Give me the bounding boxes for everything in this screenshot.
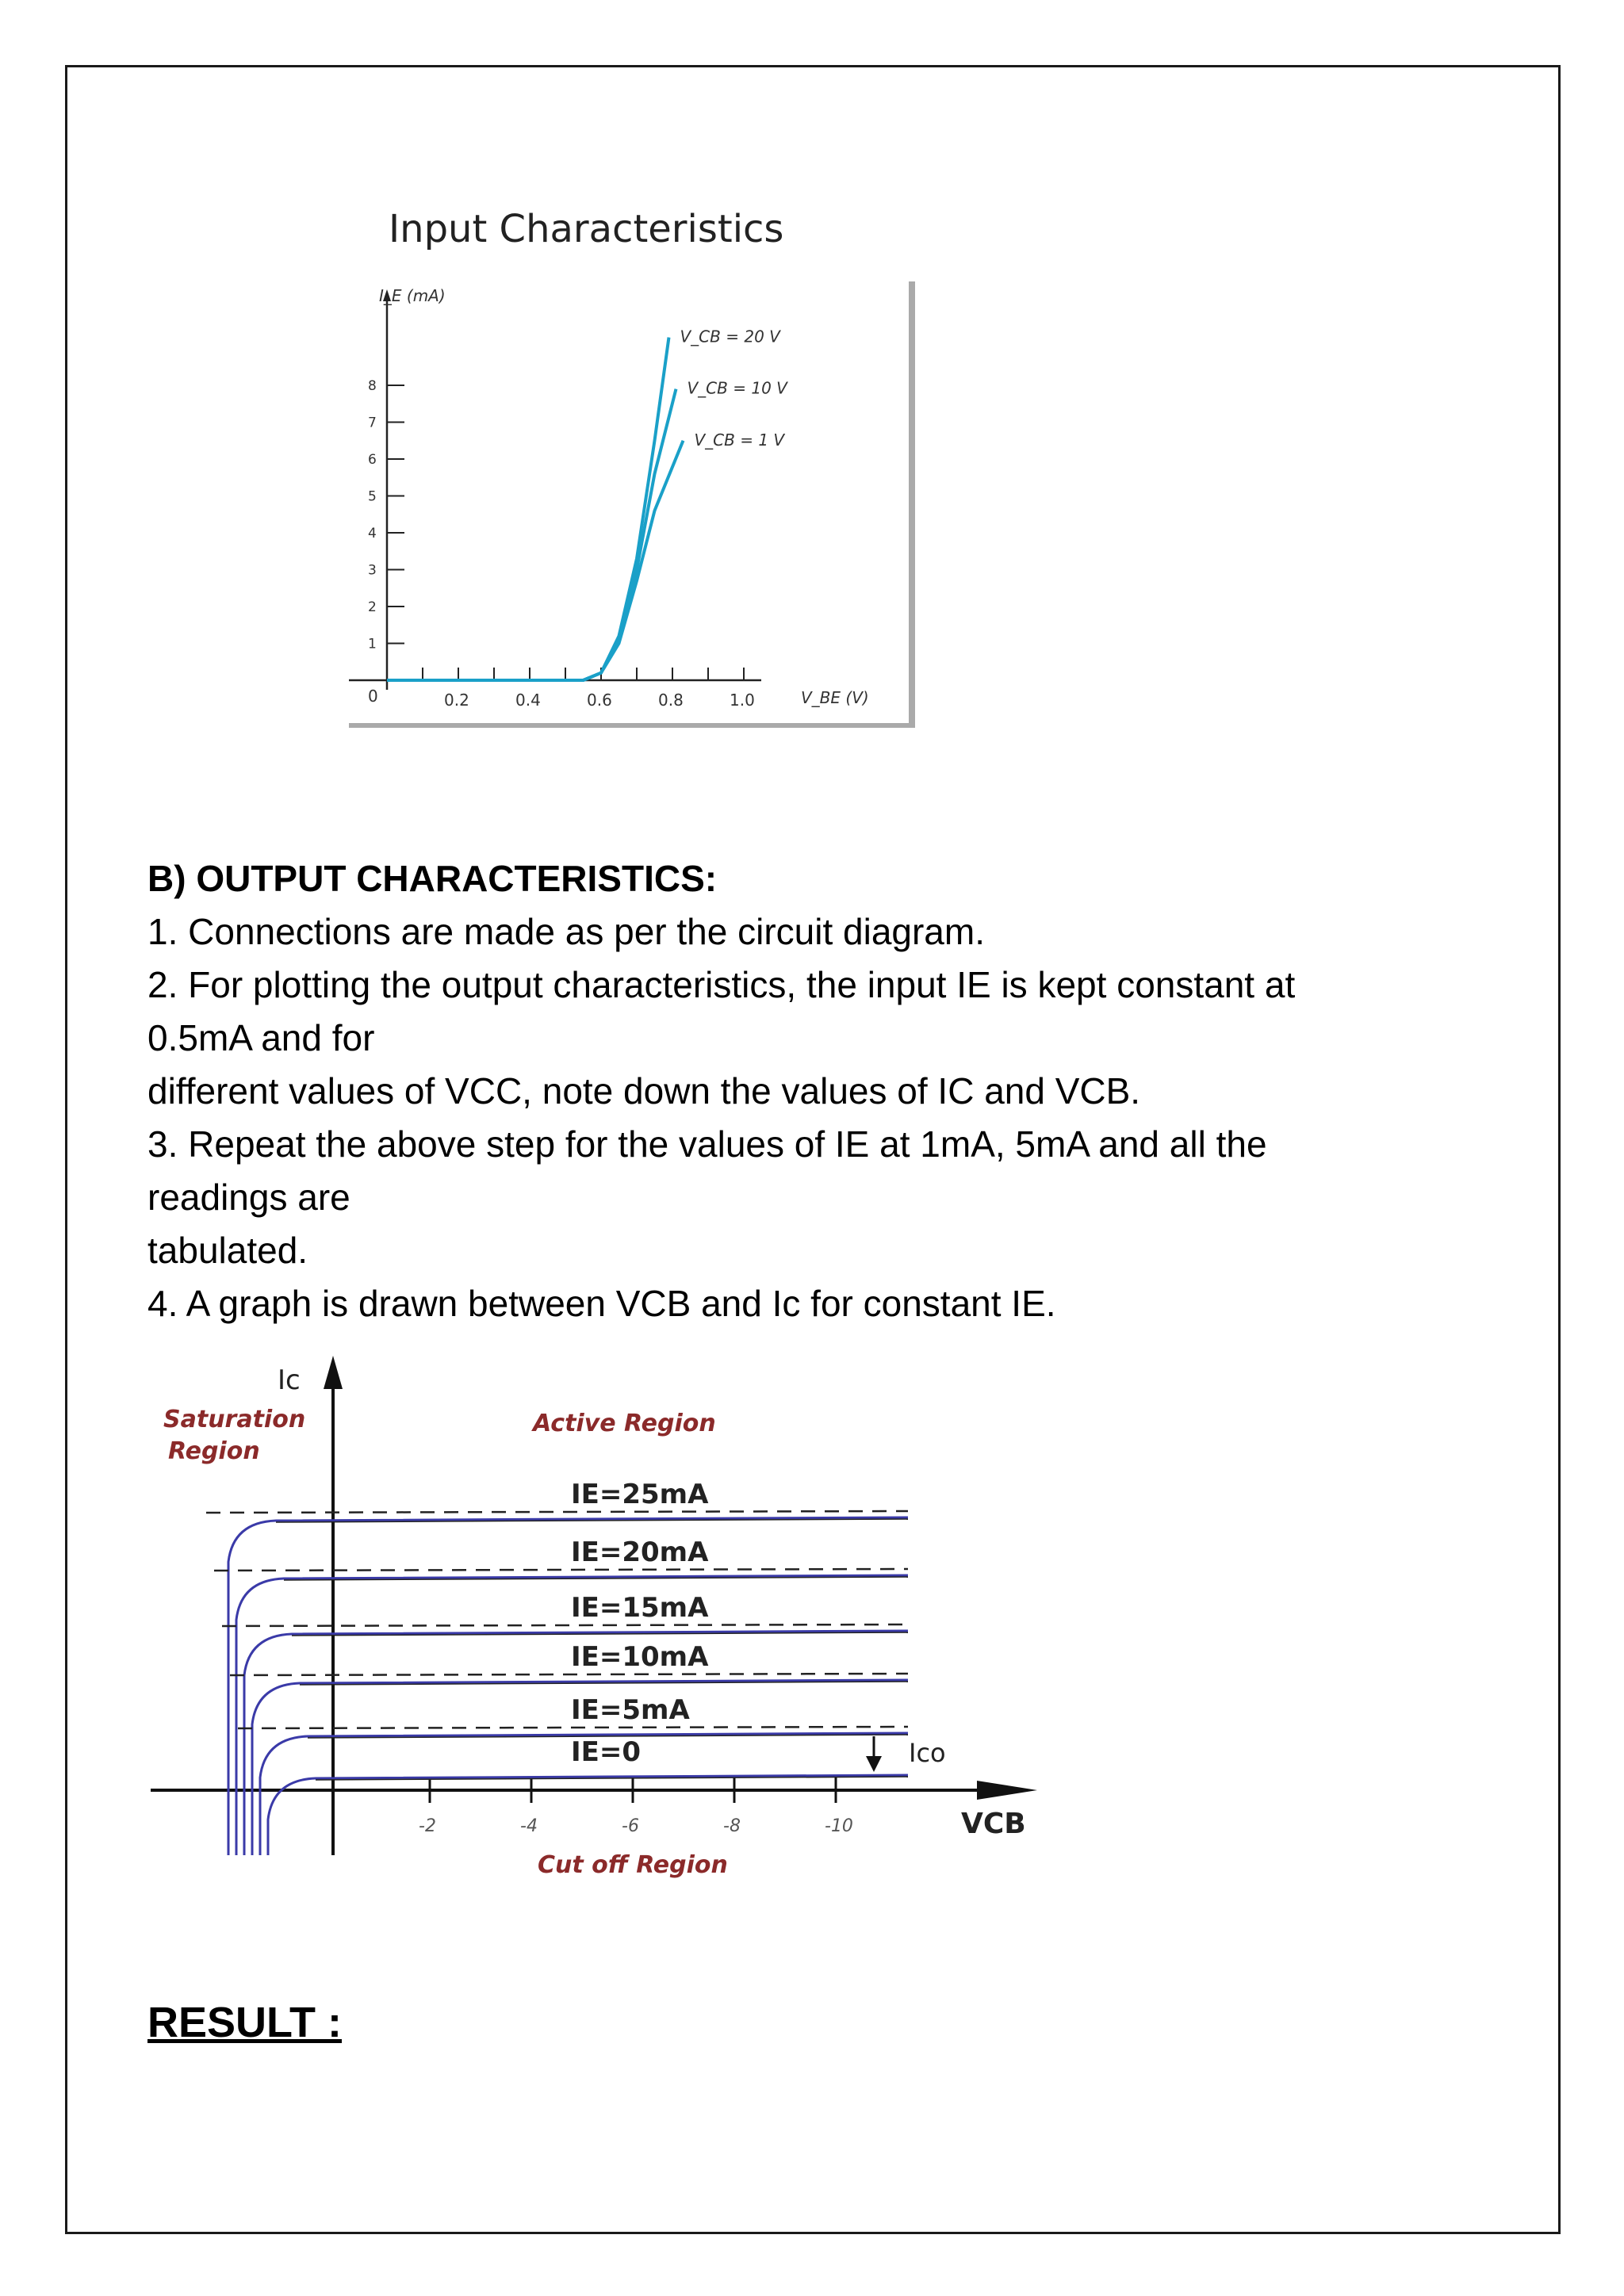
input-curve-label: V_CB = 20 V xyxy=(680,327,780,346)
output-dashed-line xyxy=(222,1624,908,1626)
instruction-line: 2. For plotting the output characteristics, the input IE is kept constant at xyxy=(147,964,1296,1005)
ico-label: Ico xyxy=(909,1738,946,1768)
input-curve-label: V_CB = 10 V xyxy=(687,378,787,398)
instruction-line: 3. Repeat the above step for the values of IE at 1mA, 5mA and all the xyxy=(147,1123,1267,1165)
input-origin-label: 0 xyxy=(368,687,378,706)
output-x-tick-label: -4 xyxy=(520,1816,538,1836)
output-dashed-line xyxy=(206,1511,908,1513)
input-chart-title: Input Characteristics xyxy=(389,207,784,251)
input-x-tick-label: 1.0 xyxy=(730,691,755,710)
output-curve xyxy=(268,1775,908,1855)
output-curve-label: IE=0 xyxy=(571,1736,642,1768)
output-x-axis-label: VCB xyxy=(961,1808,1026,1840)
input-x-tick-label: 0.6 xyxy=(587,691,612,710)
output-y-axis-label: Ic xyxy=(278,1364,301,1396)
ico-arrow-head xyxy=(866,1756,882,1772)
input-x-tick-label: 0.4 xyxy=(515,691,541,710)
saturation-region-label: Saturation xyxy=(163,1406,306,1433)
input-curves xyxy=(387,338,684,680)
instruction-line: 0.5mA and for xyxy=(147,1017,375,1058)
instruction-line: different values of VCC, note down the values of IC and VCB. xyxy=(147,1070,1141,1112)
instruction-line: 4. A graph is drawn between VCB and Ic for constant IE. xyxy=(147,1283,1056,1324)
input-y-tick-label: 7 xyxy=(368,415,377,431)
output-x-tick-label: -8 xyxy=(723,1816,741,1836)
input-curve xyxy=(387,389,676,680)
input-y-axis-label: I_E (mA) xyxy=(379,286,446,305)
input-y-tick-label: 2 xyxy=(368,599,377,615)
output-curve-label: IE=5mA xyxy=(571,1694,690,1726)
input-characteristics-chart xyxy=(333,202,936,733)
result-heading: RESULT : xyxy=(147,1999,342,2046)
input-y-tick-label: 5 xyxy=(368,488,377,505)
input-y-tick-label: 3 xyxy=(368,562,377,579)
output-curve-label: IE=25mA xyxy=(571,1479,709,1510)
input-x-tick-label: 0.8 xyxy=(658,691,684,710)
instruction-line: tabulated. xyxy=(147,1230,308,1271)
output-x-arrow xyxy=(977,1781,1037,1800)
output-dashed-line xyxy=(238,1727,908,1728)
output-dashed-line xyxy=(214,1569,908,1571)
cutoff-region-label: Cut off Region xyxy=(538,1851,728,1879)
output-characteristics-chart xyxy=(143,1348,1055,1903)
output-curve-label: IE=15mA xyxy=(571,1592,709,1624)
output-curve xyxy=(228,1517,908,1855)
saturation-region-label-2: Region xyxy=(168,1437,260,1465)
instruction-line: readings are xyxy=(147,1177,350,1218)
input-axes xyxy=(349,289,761,710)
input-y-tick-label: 6 xyxy=(368,452,377,468)
output-curves xyxy=(206,1511,908,1855)
output-curve-label: IE=10mA xyxy=(571,1641,709,1673)
input-y-tick-label: 8 xyxy=(368,378,377,394)
output-curve-label: IE=20mA xyxy=(571,1536,709,1568)
input-x-axis-label: V_BE (V) xyxy=(801,688,869,707)
section-heading: B) OUTPUT CHARACTERISTICS: xyxy=(147,858,718,899)
instruction-line: 1. Connections are made as per the circuit diagram. xyxy=(147,911,985,952)
input-curve-labels xyxy=(680,327,789,450)
instructions-block xyxy=(147,852,1496,1330)
input-y-tick-label: 4 xyxy=(368,526,377,541)
output-x-tick-label: -2 xyxy=(419,1816,436,1836)
output-y-arrow xyxy=(324,1356,343,1389)
input-curve-label: V_CB = 1 V xyxy=(694,430,785,450)
input-curve xyxy=(387,338,669,680)
output-labels xyxy=(571,1479,709,1768)
output-x-tick-label: -6 xyxy=(622,1816,639,1836)
input-y-tick-label: 1 xyxy=(368,636,377,652)
input-x-tick-label: 0.2 xyxy=(444,691,469,710)
active-region-label: Active Region xyxy=(533,1410,716,1437)
output-x-tick-label: -10 xyxy=(825,1816,853,1836)
